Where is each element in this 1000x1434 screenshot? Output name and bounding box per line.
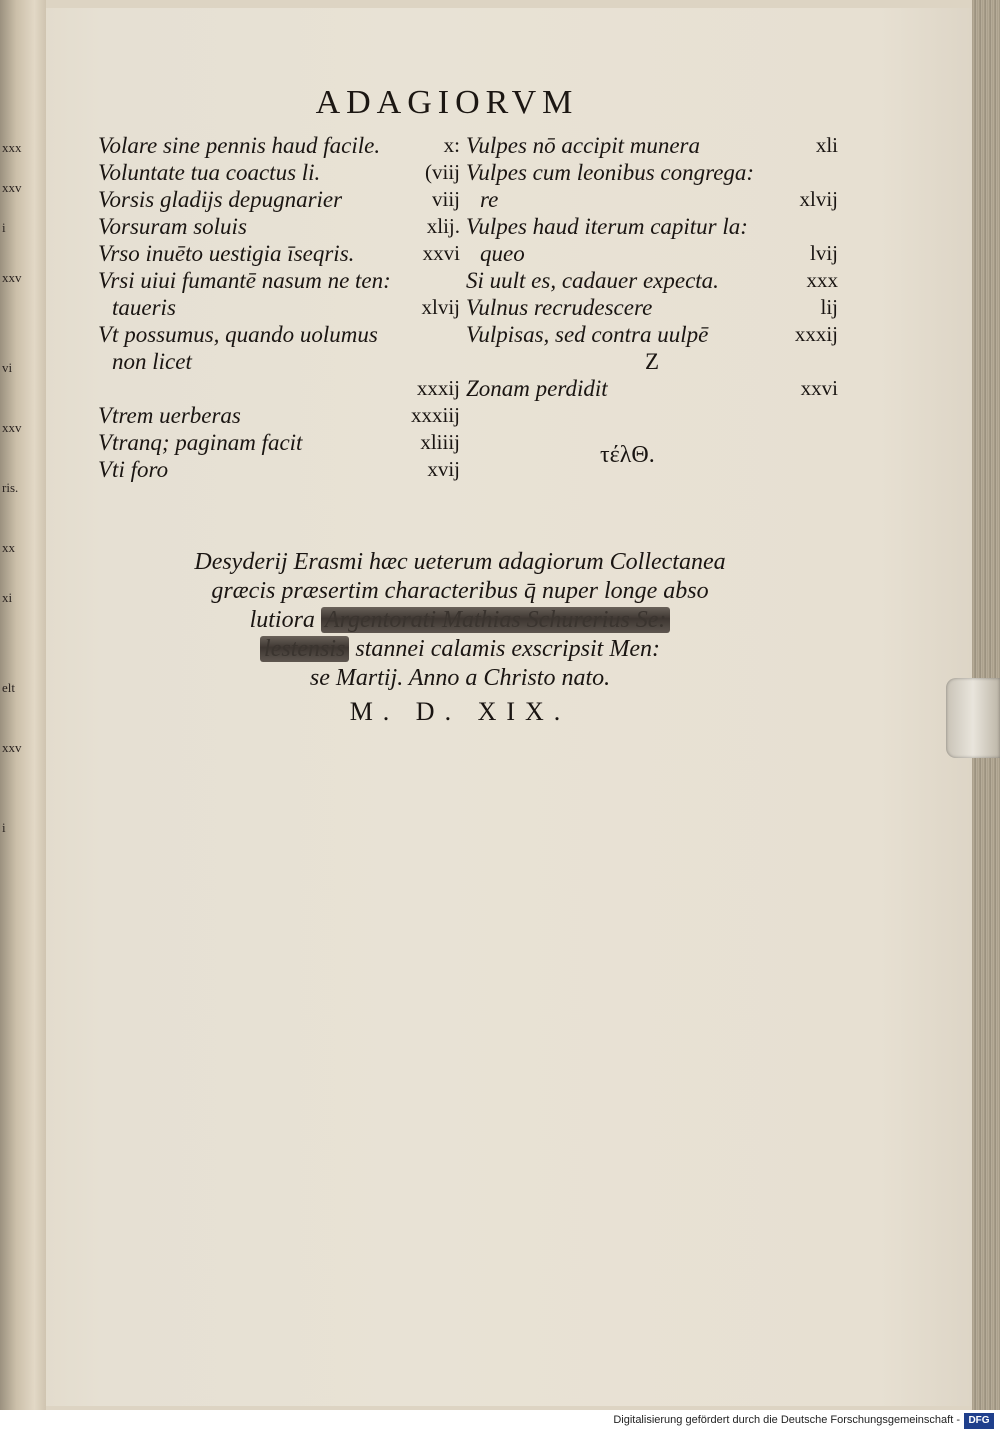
index-entry-text: Si uult es, cadauer expecta. — [466, 268, 719, 293]
index-entry-number: lij — [820, 295, 838, 319]
index-entry-text: Vrso inuēto uestigia īseqris. — [98, 241, 355, 266]
index-entry-number: xxxij — [794, 322, 838, 346]
running-head: ADAGIORVM — [315, 84, 579, 121]
index-entry-text: Zonam perdidit — [466, 376, 608, 401]
index-entry — [466, 375, 838, 402]
index-entry — [98, 132, 460, 159]
index-entry-text: Vulpes nō accipit munera — [466, 133, 700, 158]
index-entry-text: queo — [480, 241, 525, 266]
marginalia-fragment: elt — [2, 680, 15, 695]
index-entry-text: Z — [644, 349, 660, 374]
dfg-logo: DFG — [964, 1413, 994, 1429]
index-entry-text: Vrsi uiui fumantē nasum ne ten: — [98, 268, 391, 293]
index-entry-number: xxxiij — [410, 403, 460, 427]
colophon-line-4-text: stannei calamis exscripsit Men: — [349, 636, 660, 662]
footer-credit: Digitalisierung gefördert durch die Deutsche Forschungsgemeinschaft - — [613, 1414, 960, 1426]
index-entry-text: taueris — [112, 295, 176, 320]
index-entry — [466, 213, 838, 240]
marginalia-fragment: i — [2, 820, 6, 835]
index-entry — [98, 456, 460, 483]
index-entry-text: Vt possumus, quando uolumus — [98, 322, 378, 347]
index-entry — [98, 159, 460, 186]
index-entry-text: Vulpes haud iterum capitur la: — [466, 214, 748, 239]
index-entry-text: Voluntate tua coactus li. — [98, 160, 321, 185]
colophon-line-1: Desyderij Erasmi hæc ueterum adagiorum Collectanea — [194, 549, 726, 575]
marginalia-fragment: xxv — [2, 270, 22, 285]
index-entry — [466, 321, 838, 348]
index-entry-text: Vorsuram soluis — [98, 214, 247, 239]
index-entry-text: re — [480, 187, 499, 212]
index-entry-number: viij — [431, 187, 460, 211]
imprint-date: M. D. XIX. — [349, 697, 571, 726]
index-entry-text: Vti foro — [98, 457, 169, 482]
index-letter-heading — [466, 348, 838, 375]
colophon-line-3-text: lutiora — [249, 607, 321, 633]
index-entry — [466, 159, 838, 186]
marginalia-fragment: xi — [2, 590, 13, 605]
index-entry — [98, 267, 460, 294]
index-entry-number: xlvij — [421, 295, 460, 319]
marginalia-fragment: i — [2, 220, 6, 235]
marginalia-fragment: ris. — [2, 480, 19, 495]
censored-imprint: Argentorati Mathias Schurerius Se: — [321, 607, 671, 633]
index-entry — [466, 186, 838, 213]
colophon-line-4 — [130, 635, 790, 664]
index-entry — [466, 294, 838, 321]
index-entry-number: xxxij — [416, 376, 460, 400]
index-entry-number: xliiij — [420, 430, 460, 454]
index-entry — [466, 267, 838, 294]
colophon — [130, 548, 790, 726]
index-entry — [98, 375, 460, 402]
index-entry-text: Volare sine pennis haud facile. — [98, 133, 381, 158]
marginalia-fragment: xxv — [2, 740, 22, 755]
index-entry-text: non licet — [112, 349, 192, 374]
index-entry-number: (viij — [425, 160, 460, 184]
index-entry-text: Vtrem uerberas — [98, 403, 241, 428]
index-entry — [466, 240, 838, 267]
index-entry-number: lvij — [809, 241, 838, 265]
index-entry-number: xlij. — [426, 214, 460, 238]
index-entry — [98, 402, 460, 429]
telos-mark: τέλΘ. — [600, 442, 655, 468]
index-entry — [98, 321, 460, 348]
index-entry-number: xli — [815, 133, 838, 157]
index-entry — [98, 429, 460, 456]
index-entry — [466, 132, 838, 159]
colophon-line-2: græcis præsertim characteribus q̄ nuper longe abso — [211, 578, 709, 604]
index-entry-text: Vulpes cum leonibus congrega: — [466, 160, 755, 185]
marginalia-fragment: xx — [2, 540, 15, 555]
colophon-line-5: se Martij. Anno a Christo nato. — [309, 665, 611, 691]
index-entry-number: x: — [443, 133, 460, 157]
index-entry — [98, 348, 460, 375]
censored-imprint-2: lestensis — [260, 636, 349, 662]
index-entry — [98, 240, 460, 267]
marginalia-fragment: xxv — [2, 420, 22, 435]
index-entry-text: Vorsis gladijs depugnarier — [98, 187, 343, 212]
digitization-footer — [0, 1410, 1000, 1434]
index-entry — [98, 186, 460, 213]
left-margin-bleed — [2, 120, 40, 1020]
marginalia-fragment: vi — [2, 360, 13, 375]
index-entry-text: Vtranq; paginam facit — [98, 430, 303, 455]
index-entry-text: Vulpisas, sed contra uulpē — [466, 322, 709, 347]
index-entry — [98, 294, 460, 321]
index-entry-number: xvij — [427, 457, 460, 481]
index-entry-text: Vulnus recrudescere — [466, 295, 653, 320]
index-entry-number: xxvi — [800, 376, 838, 400]
marginalia-fragment: xxx — [2, 140, 22, 155]
marginalia-fragment: xxv — [2, 180, 22, 195]
index-entry — [98, 213, 460, 240]
index-entry-number: xxx — [806, 268, 838, 292]
index-entry-number: xxvi — [422, 241, 460, 265]
index-column-right — [466, 132, 838, 402]
page-clip — [946, 678, 1000, 758]
colophon-line-3 — [130, 606, 790, 635]
index-entry-number: xlvij — [799, 187, 838, 211]
index-column-left — [98, 132, 460, 483]
